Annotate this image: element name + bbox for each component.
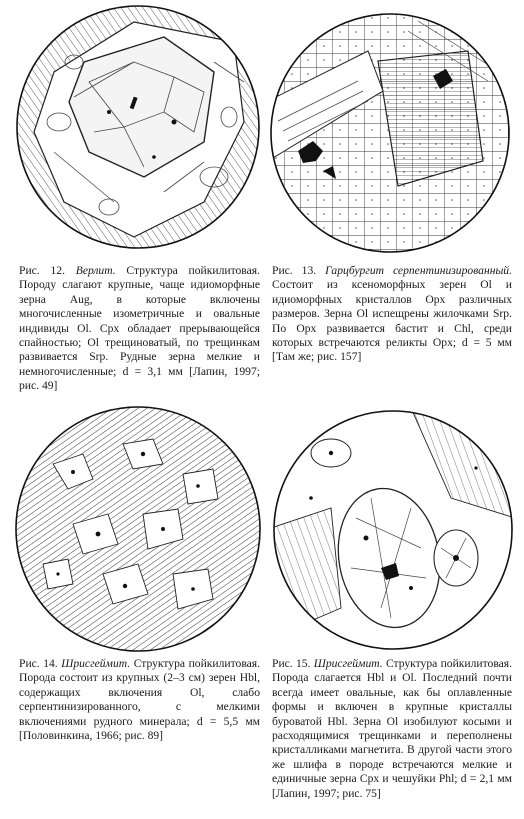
- figure-label: Рис. 13.: [272, 264, 317, 277]
- rock-name: Шрисгеймит.: [61, 657, 131, 670]
- figure-12-micrograph: [14, 2, 262, 252]
- figure-14-caption: [19, 657, 260, 743]
- rock-name: Верлит.: [75, 264, 116, 277]
- figure-label: Рис. 14.: [19, 657, 58, 670]
- caption-text: Состоит из ксеноморфных зерен Ol и идиоморфных кристаллов Opx различных размеров. Зерна Ol испещрены жилочками Srp. По Opx развивается бастит и Chl, среди которых встречаются реликты Opx; d = 5 мм [Там же; рис. 157]: [272, 278, 512, 364]
- figure-14-micrograph: [13, 404, 263, 654]
- rock-name: Гарцбургит серпентинизированный.: [325, 264, 513, 277]
- caption-text: Структура пойкилитовая. Породу слагают крупные, чаще идиоморфные зерна Aug, в которые включены многочисленные изометричные и овальные индивиды Ol. Cpx обладает прерывающейся спайностью; Ol трещиноватый, по трещинкам развивается Srp. Рудные зерна мелкие и немногочисленные; d = 3,1 мм [Лапин, 1997; рис. 49]: [19, 264, 260, 393]
- rock-name: Шрисгеймит.: [313, 657, 383, 670]
- caption-text: Структура пойкилитовая. Порода состоит из крупных (2–3 см) зерен Hbl, содержащих включения Ol, слабо серпентинизированного, с мелкими включениями рудного минерала; d = 5,5 мм [Половинкина, 1966; рис. 89]: [19, 657, 261, 743]
- figure-label: Рис. 12.: [19, 264, 65, 277]
- figure-13-caption: [272, 264, 512, 365]
- figure-label: Рис. 15.: [272, 657, 311, 670]
- figure-15-micrograph: [271, 408, 515, 652]
- figure-13-micrograph: [268, 11, 512, 255]
- caption-text: Структура пойкилитовая. Порода слагается Hbl и Ol. Последний почти всегда имеет овальные, как бы оплавленные формы и включен в крупные кристаллы буроватой Hbl. Зерна Ol изобилуют косыми и расходящимися трещинками и переполнены кристалликами магнетита. В другой части этого же шлифа в породе встречаются мелкие и единичные зерна Cpx и чешуйки Phl; d = 2,1 мм [Лапин, 1997; рис. 75]: [272, 657, 513, 800]
- figure-15-caption: [272, 657, 512, 801]
- figure-12-caption: [19, 264, 260, 394]
